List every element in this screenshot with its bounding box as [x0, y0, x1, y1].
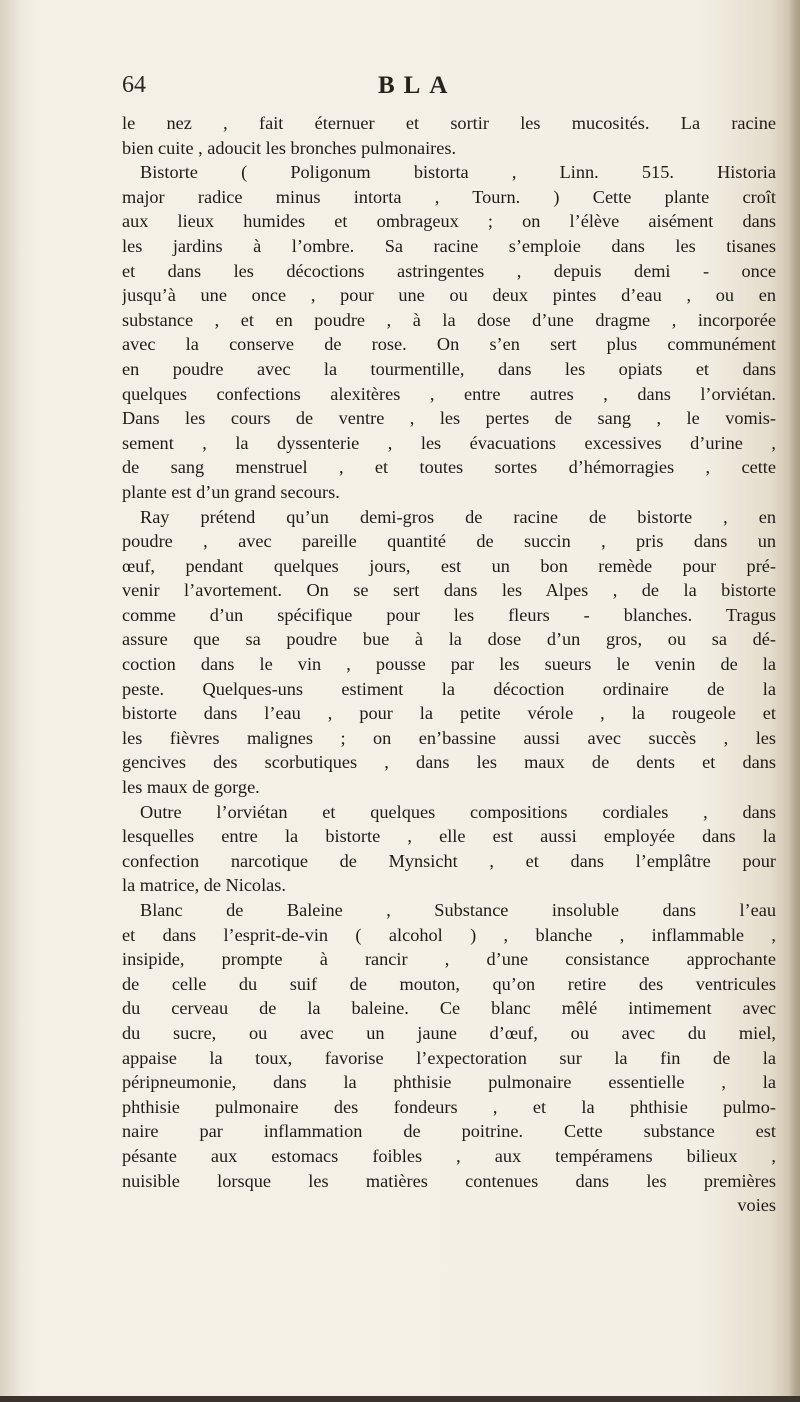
- text-line: confection narcotique de Mynsicht , et dans l’emplâtre pour: [122, 850, 776, 871]
- text-line: plante est d’un grand secours.: [122, 481, 340, 502]
- entry-heading-line: Bistorte ( Poligonum bistorta , Linn. 515. Historia: [140, 162, 776, 183]
- text-line: nuisible lorsque les matières contenues dans les premières: [122, 1170, 776, 1191]
- text-line: comme d’un spécifique pour les fleurs - blanches. Tragus: [122, 604, 776, 625]
- scan-bottom-edge: [0, 1396, 800, 1402]
- text-line: gencives des scorbutiques , dans les maux de dents et dans: [122, 752, 776, 773]
- text-line: œuf, pendant quelques jours, est un bon remède pour pré-: [122, 555, 776, 576]
- text-line: Dans les cours de ventre , les pertes de sang , le vomis-: [122, 408, 776, 429]
- text-line: jusqu’à une once , pour une ou deux pintes d’eau , ou en: [122, 285, 776, 306]
- text-line: bistorte dans l’eau , pour la petite vérole , la rougeole et: [122, 703, 776, 724]
- text-line: les maux de gorge.: [122, 777, 260, 798]
- text-line: pésante aux estomacs foibles , aux tempéramens bilieux ,: [122, 1145, 776, 1166]
- text-line: poudre , avec pareille quantité de succin , pris dans un: [122, 531, 776, 552]
- text-line: péripneumonie, dans la phthisie pulmonaire essentielle , la: [122, 1072, 776, 1093]
- text-line: avec la conserve de rose. On s’en sert plus communément: [122, 334, 776, 355]
- text-line: les jardins à l’ombre. Sa racine s’emploie dans les tisanes: [122, 235, 776, 256]
- text-line: bien cuite , adoucit les bronches pulmonaires.: [122, 137, 457, 158]
- text-line: major radice minus intorta , Tourn. ) Cette plante croît: [122, 186, 776, 207]
- entry-heading-line: Blanc de Baleine , Substance insoluble dans l’eau: [140, 900, 776, 920]
- catchword: voies: [737, 1195, 776, 1216]
- text-line: assure que sa poudre bue à la dose d’un gros, ou sa dé-: [122, 629, 776, 650]
- text-line: Outre l’orviétan et quelques compositions cordiales , dans: [140, 801, 776, 822]
- text-line: Ray prétend qu’un demi-gros de racine de bistorte , en: [140, 506, 776, 527]
- text-line: et dans l’esprit-de-vin ( alcohol ) , blanche , inflammable ,: [122, 924, 776, 945]
- text-line: insipide, prompte à rancir , d’une consistance approchante: [122, 949, 776, 970]
- text-line: du sucre, ou avec un jaune d’œuf, ou avec du miel,: [122, 1022, 776, 1043]
- text-line: aux lieux humides et ombrageux ; on l’élève aisément dans: [122, 211, 776, 232]
- text-line: substance , et en poudre , à la dose d’une dragme , incorporée: [122, 309, 776, 330]
- text-line: les fièvres malignes ; on en’bassine aussi avec succès , les: [122, 727, 776, 748]
- text-line: du cerveau de la baleine. Ce blanc mêlé intimement avec: [122, 998, 776, 1019]
- text-line: en poudre avec la tourmentille, dans les opiats et dans: [122, 358, 776, 379]
- text-line: peste. Quelques-uns estiment la décoction ordinaire de la: [122, 678, 776, 699]
- text-line: lesquelles entre la bistorte , elle est aussi employée dans la: [122, 826, 776, 847]
- text-line: la matrice, de Nicolas.: [122, 875, 286, 896]
- page-edge: [788, 0, 800, 1402]
- page-header: [122, 72, 472, 102]
- text-line: coction dans le vin , pousse par les sueurs le venin de la: [122, 654, 776, 675]
- body-text: [122, 111, 776, 1218]
- text-line: de celle du suif de mouton, qu’on retire des ventricules: [122, 973, 776, 994]
- page-number: 64: [122, 72, 146, 98]
- text-line: naire par inflammation de poitrine. Cette substance est: [122, 1121, 776, 1142]
- gutter-shadow: [0, 0, 22, 1402]
- text-line: phthisie pulmonaire des fondeurs , et la phthisie pulmo-: [122, 1096, 776, 1117]
- text-line: appaise la toux, favorise l’expectoration sur la fin de la: [122, 1047, 776, 1068]
- text-line: le nez , fait éternuer et sortir les mucosités. La racine: [122, 113, 776, 133]
- running-title: BLA: [378, 72, 457, 99]
- text-line: de sang menstruel , et toutes sortes d’hémorragies , cette: [122, 457, 776, 478]
- text-line: sement , la dyssenterie , les évacuations excessives d’urine ,: [122, 432, 776, 453]
- text-line: quelques confections alexitères , entre autres , dans l’orviétan.: [122, 383, 776, 404]
- text-line: et dans les décoctions astringentes , depuis demi - once: [122, 260, 776, 281]
- text-line: venir l’avortement. On se sert dans les Alpes , de la bistorte: [122, 580, 776, 601]
